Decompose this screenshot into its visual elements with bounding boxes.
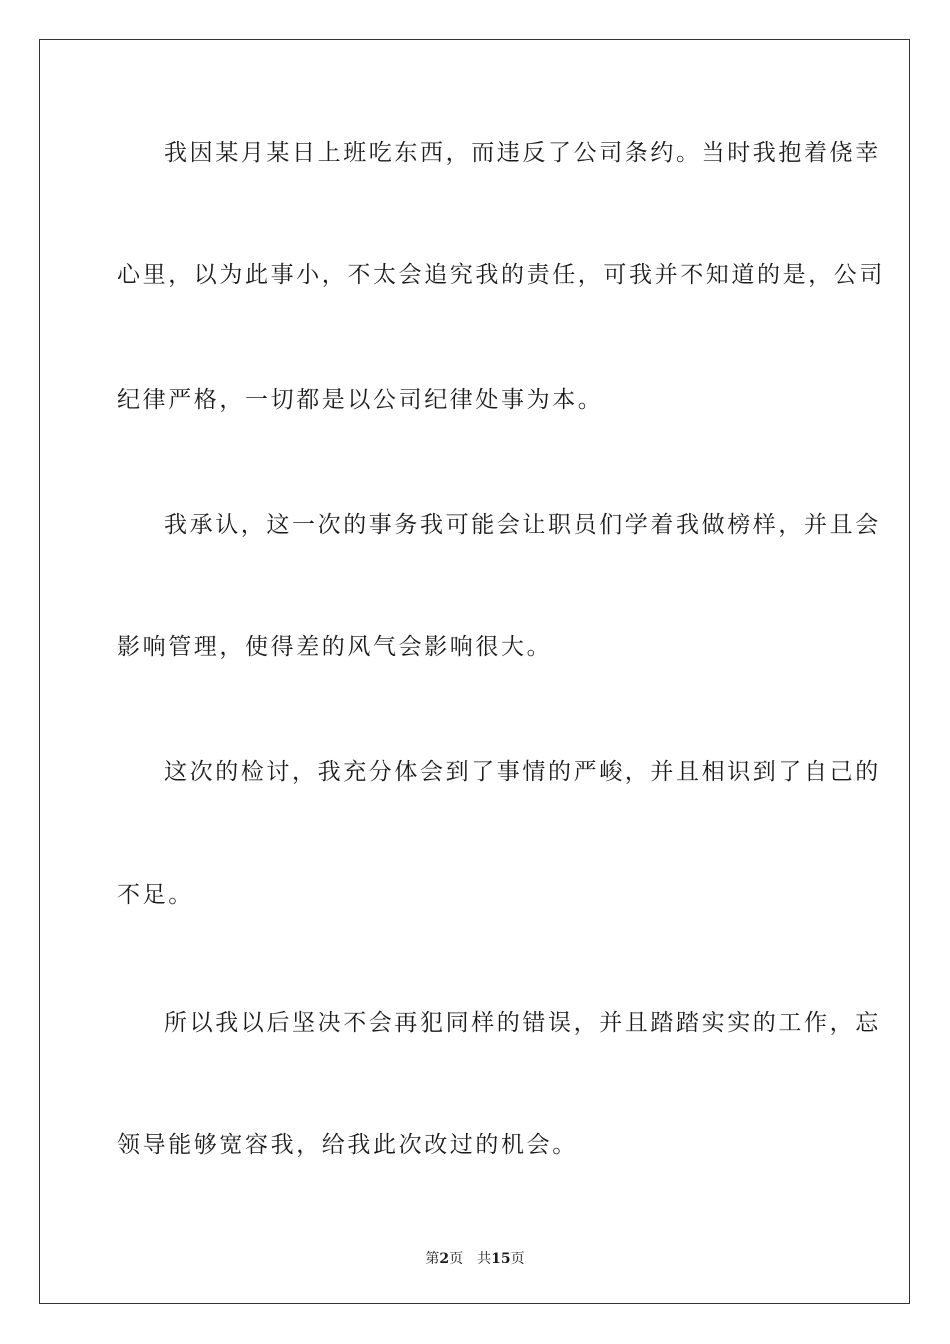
paragraph-line: 我承认，这一次的事务我可能会让职员们学着我做榜样，并且会 (164, 512, 881, 538)
paragraph-line: 领导能够宽容我，给我此次改过的机会。 (117, 1132, 578, 1158)
paragraph-line: 心里，以为此事小，不太会追究我的责任，可我并不知道的是，公司 (117, 262, 885, 288)
paragraph-line: 所以我以后坚决不会再犯同样的错误，并且踏踏实实的工作，忘 (164, 1010, 881, 1036)
total-prefix: 共 (477, 1251, 492, 1267)
paragraph-line: 不足。 (117, 882, 194, 908)
total-suffix: 页 (510, 1251, 525, 1267)
paragraph-line: 这次的检讨，我充分体会到了事情的严峻，并且相识到了自己的 (164, 759, 881, 785)
page-suffix: 页 (449, 1251, 464, 1267)
page-number: 2 (439, 1251, 450, 1267)
page-border (39, 39, 910, 1304)
paragraph-line: 纪律严格，一切都是以公司纪律处事为本。 (117, 387, 604, 413)
total-pages: 15 (491, 1251, 511, 1267)
paragraph-line: 影响管理，使得差的风气会影响很大。 (117, 634, 553, 660)
page-prefix: 第 (425, 1251, 440, 1267)
page-footer (0, 1248, 950, 1268)
paragraph-line: 我因某月某日上班吃东西，而违反了公司条约。当时我抱着侥幸 (164, 140, 881, 166)
